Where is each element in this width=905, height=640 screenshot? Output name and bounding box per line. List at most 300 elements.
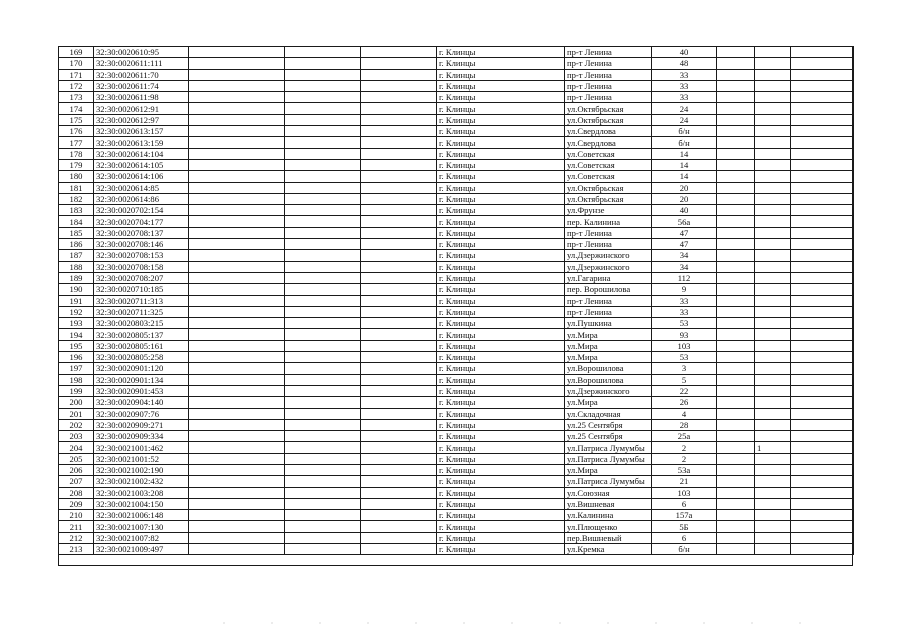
cell-cad: 32:30:0020611:74 bbox=[94, 80, 189, 91]
cell-extra bbox=[755, 498, 791, 509]
cell-n: 185 bbox=[59, 227, 94, 238]
cell-empty bbox=[189, 340, 285, 351]
cell-house: 157а bbox=[652, 510, 717, 521]
cell-empty bbox=[361, 239, 437, 250]
cell-cad: 32:30:0020611:70 bbox=[94, 69, 189, 80]
cell-empty bbox=[189, 510, 285, 521]
cell-empty bbox=[791, 47, 854, 58]
cell-empty bbox=[791, 171, 854, 182]
cell-empty bbox=[285, 363, 361, 374]
cell-empty bbox=[189, 103, 285, 114]
cell-city: г. Клинцы bbox=[437, 476, 565, 487]
cell-city: г. Клинцы bbox=[437, 250, 565, 261]
cell-cad: 32:30:0020711:325 bbox=[94, 306, 189, 317]
cell-cad: 32:30:0020711:313 bbox=[94, 295, 189, 306]
cell-empty bbox=[285, 239, 361, 250]
cell-street: пр-т Ленина bbox=[565, 295, 652, 306]
table-row bbox=[59, 205, 854, 216]
cell-empty bbox=[189, 521, 285, 532]
cell-house: 3 bbox=[652, 363, 717, 374]
cell-extra bbox=[755, 205, 791, 216]
table-row bbox=[59, 431, 854, 442]
cell-empty bbox=[791, 374, 854, 385]
cell-cad: 32:30:0020614:104 bbox=[94, 148, 189, 159]
cell-empty bbox=[285, 306, 361, 317]
cell-empty bbox=[717, 92, 755, 103]
table-row bbox=[59, 374, 854, 385]
cell-empty bbox=[791, 250, 854, 261]
cell-city: г. Клинцы bbox=[437, 58, 565, 69]
cell-extra bbox=[755, 464, 791, 475]
cell-empty bbox=[285, 397, 361, 408]
cell-empty bbox=[791, 385, 854, 396]
cell-empty bbox=[285, 544, 361, 555]
cell-cad: 32:30:0020702:154 bbox=[94, 205, 189, 216]
table-row bbox=[59, 103, 854, 114]
table-row bbox=[59, 340, 854, 351]
cell-street: ул.Ворошилова bbox=[565, 363, 652, 374]
cell-n: 199 bbox=[59, 385, 94, 396]
cell-empty bbox=[361, 532, 437, 543]
cell-cad: 32:30:0020614:106 bbox=[94, 171, 189, 182]
cell-empty bbox=[361, 340, 437, 351]
scan-noise bbox=[200, 622, 840, 624]
cell-city: г. Клинцы bbox=[437, 431, 565, 442]
cell-extra bbox=[755, 159, 791, 170]
cell-empty bbox=[717, 103, 755, 114]
cell-cad: 32:30:0021002:190 bbox=[94, 464, 189, 475]
cell-empty bbox=[717, 363, 755, 374]
cell-cad: 32:30:0020708:207 bbox=[94, 272, 189, 283]
cell-n: 178 bbox=[59, 148, 94, 159]
cell-street: ул.Мира bbox=[565, 340, 652, 351]
cell-n: 188 bbox=[59, 261, 94, 272]
cell-city: г. Клинцы bbox=[437, 352, 565, 363]
cell-cad: 32:30:0020909:334 bbox=[94, 431, 189, 442]
cell-empty bbox=[717, 205, 755, 216]
cell-street: ул.Советская bbox=[565, 148, 652, 159]
cell-empty bbox=[717, 476, 755, 487]
cell-empty bbox=[189, 182, 285, 193]
cell-extra bbox=[755, 137, 791, 148]
cell-n: 189 bbox=[59, 272, 94, 283]
cell-house: 47 bbox=[652, 239, 717, 250]
cell-n: 211 bbox=[59, 521, 94, 532]
cell-empty bbox=[189, 114, 285, 125]
cell-empty bbox=[717, 442, 755, 453]
cell-street: пр-т Ленина bbox=[565, 306, 652, 317]
cell-empty bbox=[361, 329, 437, 340]
cell-extra bbox=[755, 453, 791, 464]
cell-empty bbox=[189, 227, 285, 238]
cell-empty bbox=[189, 318, 285, 329]
cell-street: ул.Дзержинского bbox=[565, 385, 652, 396]
cell-city: г. Клинцы bbox=[437, 80, 565, 91]
cell-empty bbox=[791, 58, 854, 69]
cell-n: 171 bbox=[59, 69, 94, 80]
cell-city: г. Клинцы bbox=[437, 227, 565, 238]
cell-empty bbox=[791, 397, 854, 408]
cell-empty bbox=[285, 487, 361, 498]
cell-empty bbox=[717, 284, 755, 295]
cell-city: г. Клинцы bbox=[437, 374, 565, 385]
cell-empty bbox=[361, 498, 437, 509]
cell-n: 183 bbox=[59, 205, 94, 216]
cell-extra bbox=[755, 318, 791, 329]
table-row bbox=[59, 476, 854, 487]
cell-street: ул.Мира bbox=[565, 397, 652, 408]
cell-n: 172 bbox=[59, 80, 94, 91]
cell-extra bbox=[755, 126, 791, 137]
cell-empty bbox=[361, 47, 437, 58]
cell-empty bbox=[285, 182, 361, 193]
cell-city: г. Клинцы bbox=[437, 171, 565, 182]
cell-empty bbox=[189, 487, 285, 498]
cell-city: г. Клинцы bbox=[437, 284, 565, 295]
cell-city: г. Клинцы bbox=[437, 306, 565, 317]
table-row bbox=[59, 114, 854, 125]
cell-house: 14 bbox=[652, 159, 717, 170]
cell-city: г. Клинцы bbox=[437, 385, 565, 396]
cell-empty bbox=[285, 352, 361, 363]
table-row bbox=[59, 363, 854, 374]
cell-empty bbox=[361, 193, 437, 204]
table-row bbox=[59, 126, 854, 137]
table-row bbox=[59, 159, 854, 170]
cell-empty bbox=[717, 352, 755, 363]
cell-empty bbox=[361, 385, 437, 396]
cell-n: 184 bbox=[59, 216, 94, 227]
cell-empty bbox=[189, 159, 285, 170]
cell-street: пер. Ворошилова bbox=[565, 284, 652, 295]
cell-empty bbox=[361, 58, 437, 69]
table-row bbox=[59, 521, 854, 532]
cell-cad: 32:30:0020611:111 bbox=[94, 58, 189, 69]
cell-cad: 32:30:0021007:130 bbox=[94, 521, 189, 532]
cell-empty bbox=[189, 205, 285, 216]
cell-empty bbox=[285, 442, 361, 453]
cell-house: 103 bbox=[652, 487, 717, 498]
cell-extra bbox=[755, 216, 791, 227]
cell-empty bbox=[791, 442, 854, 453]
cell-cad: 32:30:0020611:98 bbox=[94, 92, 189, 103]
cell-street: ул.Гагарина bbox=[565, 272, 652, 283]
cell-extra bbox=[755, 544, 791, 555]
cell-empty bbox=[189, 193, 285, 204]
table-row bbox=[59, 532, 854, 543]
cell-empty bbox=[189, 397, 285, 408]
cell-empty bbox=[717, 148, 755, 159]
cell-cad: 32:30:0020612:97 bbox=[94, 114, 189, 125]
cell-cad: 32:30:0021002:432 bbox=[94, 476, 189, 487]
cell-extra bbox=[755, 510, 791, 521]
cell-empty bbox=[285, 69, 361, 80]
cell-n: 201 bbox=[59, 408, 94, 419]
cell-empty bbox=[361, 137, 437, 148]
cell-empty bbox=[189, 295, 285, 306]
cell-extra bbox=[755, 47, 791, 58]
cell-house: б/н bbox=[652, 137, 717, 148]
cell-house: 48 bbox=[652, 58, 717, 69]
cell-city: г. Клинцы bbox=[437, 126, 565, 137]
cell-city: г. Клинцы bbox=[437, 47, 565, 58]
cell-empty bbox=[285, 171, 361, 182]
cell-empty bbox=[717, 58, 755, 69]
cell-empty bbox=[189, 476, 285, 487]
cell-empty bbox=[285, 408, 361, 419]
cell-street: ул.Мира bbox=[565, 329, 652, 340]
cell-cad: 32:30:0021006:148 bbox=[94, 510, 189, 521]
cell-empty bbox=[285, 92, 361, 103]
table-row bbox=[59, 148, 854, 159]
table-row bbox=[59, 397, 854, 408]
cell-house: 33 bbox=[652, 92, 717, 103]
table-row bbox=[59, 171, 854, 182]
cell-street: пр-т Ленина bbox=[565, 92, 652, 103]
cell-extra bbox=[755, 193, 791, 204]
cell-empty bbox=[717, 250, 755, 261]
table-row bbox=[59, 227, 854, 238]
table-row bbox=[59, 47, 854, 58]
cell-n: 198 bbox=[59, 374, 94, 385]
cell-empty bbox=[361, 476, 437, 487]
cell-n: 181 bbox=[59, 182, 94, 193]
cell-house: 26 bbox=[652, 397, 717, 408]
table-row bbox=[59, 137, 854, 148]
cell-empty bbox=[189, 442, 285, 453]
cell-empty bbox=[791, 272, 854, 283]
cell-street: ул.Патриса Лумумбы bbox=[565, 442, 652, 453]
cell-empty bbox=[361, 148, 437, 159]
cell-n: 204 bbox=[59, 442, 94, 453]
cell-empty bbox=[791, 498, 854, 509]
cell-empty bbox=[361, 374, 437, 385]
cell-cad: 32:30:0020904:140 bbox=[94, 397, 189, 408]
cell-empty bbox=[285, 510, 361, 521]
cell-extra bbox=[755, 476, 791, 487]
cell-extra bbox=[755, 284, 791, 295]
cell-empty bbox=[189, 352, 285, 363]
cell-cad: 32:30:0020805:137 bbox=[94, 329, 189, 340]
cell-extra bbox=[755, 363, 791, 374]
cell-empty bbox=[791, 295, 854, 306]
cell-house: 112 bbox=[652, 272, 717, 283]
cell-empty bbox=[791, 318, 854, 329]
cell-city: г. Клинцы bbox=[437, 340, 565, 351]
cell-empty bbox=[361, 363, 437, 374]
cell-street: ул.25 Сентября bbox=[565, 419, 652, 430]
cell-street: ул.Пушкина bbox=[565, 318, 652, 329]
cell-empty bbox=[189, 261, 285, 272]
cell-empty bbox=[189, 47, 285, 58]
cell-empty bbox=[285, 284, 361, 295]
cell-empty bbox=[361, 92, 437, 103]
cell-empty bbox=[791, 544, 854, 555]
cell-house: 28 bbox=[652, 419, 717, 430]
cell-extra bbox=[755, 340, 791, 351]
cell-empty bbox=[791, 431, 854, 442]
cell-empty bbox=[361, 159, 437, 170]
cell-house: 14 bbox=[652, 148, 717, 159]
cell-cad: 32:30:0020613:157 bbox=[94, 126, 189, 137]
cell-street: ул.Советская bbox=[565, 159, 652, 170]
cell-street: ул.Складочная bbox=[565, 408, 652, 419]
cell-extra bbox=[755, 408, 791, 419]
cell-cad: 32:30:0020708:153 bbox=[94, 250, 189, 261]
cell-street: ул.Октябрьская bbox=[565, 103, 652, 114]
cell-city: г. Клинцы bbox=[437, 114, 565, 125]
cell-house: 4 bbox=[652, 408, 717, 419]
cell-empty bbox=[361, 171, 437, 182]
cell-empty bbox=[791, 306, 854, 317]
cell-empty bbox=[285, 340, 361, 351]
cell-empty bbox=[791, 159, 854, 170]
cell-street: пр-т Ленина bbox=[565, 58, 652, 69]
cell-street: пр-т Ленина bbox=[565, 47, 652, 58]
cell-empty bbox=[717, 227, 755, 238]
cell-n: 196 bbox=[59, 352, 94, 363]
cell-empty bbox=[285, 193, 361, 204]
cell-empty bbox=[717, 126, 755, 137]
table-row bbox=[59, 329, 854, 340]
cell-empty bbox=[361, 284, 437, 295]
cell-house: 93 bbox=[652, 329, 717, 340]
cell-extra bbox=[755, 171, 791, 182]
cadastral-table bbox=[58, 46, 854, 555]
cell-empty bbox=[285, 464, 361, 475]
cell-house: 20 bbox=[652, 182, 717, 193]
cell-empty bbox=[285, 374, 361, 385]
cell-house: 2 bbox=[652, 453, 717, 464]
table-row bbox=[59, 295, 854, 306]
cell-empty bbox=[717, 453, 755, 464]
table-row bbox=[59, 352, 854, 363]
cell-house: 33 bbox=[652, 80, 717, 91]
cell-empty bbox=[361, 487, 437, 498]
cell-extra bbox=[755, 487, 791, 498]
cell-n: 202 bbox=[59, 419, 94, 430]
table-body bbox=[59, 47, 854, 555]
cell-street: пр-т Ленина bbox=[565, 227, 652, 238]
cell-empty bbox=[791, 227, 854, 238]
cell-n: 193 bbox=[59, 318, 94, 329]
cell-n: 212 bbox=[59, 532, 94, 543]
cell-street: ул.Плющенко bbox=[565, 521, 652, 532]
cell-house: 53а bbox=[652, 464, 717, 475]
cell-empty bbox=[189, 408, 285, 419]
cell-cad: 32:30:0020708:158 bbox=[94, 261, 189, 272]
table-row bbox=[59, 58, 854, 69]
cell-n: 192 bbox=[59, 306, 94, 317]
cell-empty bbox=[717, 171, 755, 182]
cell-n: 190 bbox=[59, 284, 94, 295]
cell-empty bbox=[285, 419, 361, 430]
table-row bbox=[59, 261, 854, 272]
cell-n: 175 bbox=[59, 114, 94, 125]
cell-cad: 32:30:0020803:215 bbox=[94, 318, 189, 329]
cell-house: 33 bbox=[652, 295, 717, 306]
cell-empty bbox=[791, 352, 854, 363]
cell-cad: 32:30:0020613:159 bbox=[94, 137, 189, 148]
cell-n: 187 bbox=[59, 250, 94, 261]
cell-empty bbox=[285, 498, 361, 509]
cell-house: 24 bbox=[652, 103, 717, 114]
table-row bbox=[59, 510, 854, 521]
cell-empty bbox=[791, 239, 854, 250]
cell-n: 213 bbox=[59, 544, 94, 555]
cell-empty bbox=[361, 103, 437, 114]
cell-empty bbox=[361, 261, 437, 272]
cell-empty bbox=[717, 487, 755, 498]
cell-cad: 32:30:0020907:76 bbox=[94, 408, 189, 419]
cell-city: г. Клинцы bbox=[437, 442, 565, 453]
cell-city: г. Клинцы bbox=[437, 487, 565, 498]
cell-street: ул.Патриса Лумумбы bbox=[565, 453, 652, 464]
cell-extra bbox=[755, 329, 791, 340]
cell-empty bbox=[189, 363, 285, 374]
cell-empty bbox=[791, 532, 854, 543]
cell-empty bbox=[717, 419, 755, 430]
cell-cad: 32:30:0020612:91 bbox=[94, 103, 189, 114]
cell-empty bbox=[285, 148, 361, 159]
table-row bbox=[59, 193, 854, 204]
cell-extra bbox=[755, 103, 791, 114]
cell-extra bbox=[755, 182, 791, 193]
cell-n: 174 bbox=[59, 103, 94, 114]
cell-empty bbox=[189, 544, 285, 555]
cell-city: г. Клинцы bbox=[437, 239, 565, 250]
table-row bbox=[59, 544, 854, 555]
cell-empty bbox=[189, 498, 285, 509]
cell-empty bbox=[717, 69, 755, 80]
cell-empty bbox=[717, 397, 755, 408]
cell-city: г. Клинцы bbox=[437, 408, 565, 419]
cell-extra bbox=[755, 69, 791, 80]
cell-empty bbox=[189, 148, 285, 159]
table-row bbox=[59, 487, 854, 498]
cell-empty bbox=[361, 250, 437, 261]
cell-house: 47 bbox=[652, 227, 717, 238]
cell-cad: 32:30:0020909:271 bbox=[94, 419, 189, 430]
cell-cad: 32:30:0020901:453 bbox=[94, 385, 189, 396]
cell-empty bbox=[285, 261, 361, 272]
cell-empty bbox=[285, 476, 361, 487]
cell-empty bbox=[361, 295, 437, 306]
cell-empty bbox=[285, 80, 361, 91]
cell-empty bbox=[189, 239, 285, 250]
cell-street: пр-т Ленина bbox=[565, 80, 652, 91]
cell-empty bbox=[791, 193, 854, 204]
cell-city: г. Клинцы bbox=[437, 159, 565, 170]
cell-house: 53 bbox=[652, 352, 717, 363]
cell-street: ул.Октябрьская bbox=[565, 182, 652, 193]
cell-street: ул.Фрунзе bbox=[565, 205, 652, 216]
cell-extra bbox=[755, 80, 791, 91]
cell-n: 177 bbox=[59, 137, 94, 148]
cell-n: 206 bbox=[59, 464, 94, 475]
cell-house: 56а bbox=[652, 216, 717, 227]
cell-street: ул.Кремка bbox=[565, 544, 652, 555]
cell-empty bbox=[361, 205, 437, 216]
cell-street: ул.Вишневая bbox=[565, 498, 652, 509]
cell-city: г. Клинцы bbox=[437, 532, 565, 543]
cell-house: 2 bbox=[652, 442, 717, 453]
cell-empty bbox=[285, 58, 361, 69]
cell-cad: 32:30:0020805:161 bbox=[94, 340, 189, 351]
cell-n: 210 bbox=[59, 510, 94, 521]
cell-empty bbox=[189, 272, 285, 283]
table-row bbox=[59, 385, 854, 396]
